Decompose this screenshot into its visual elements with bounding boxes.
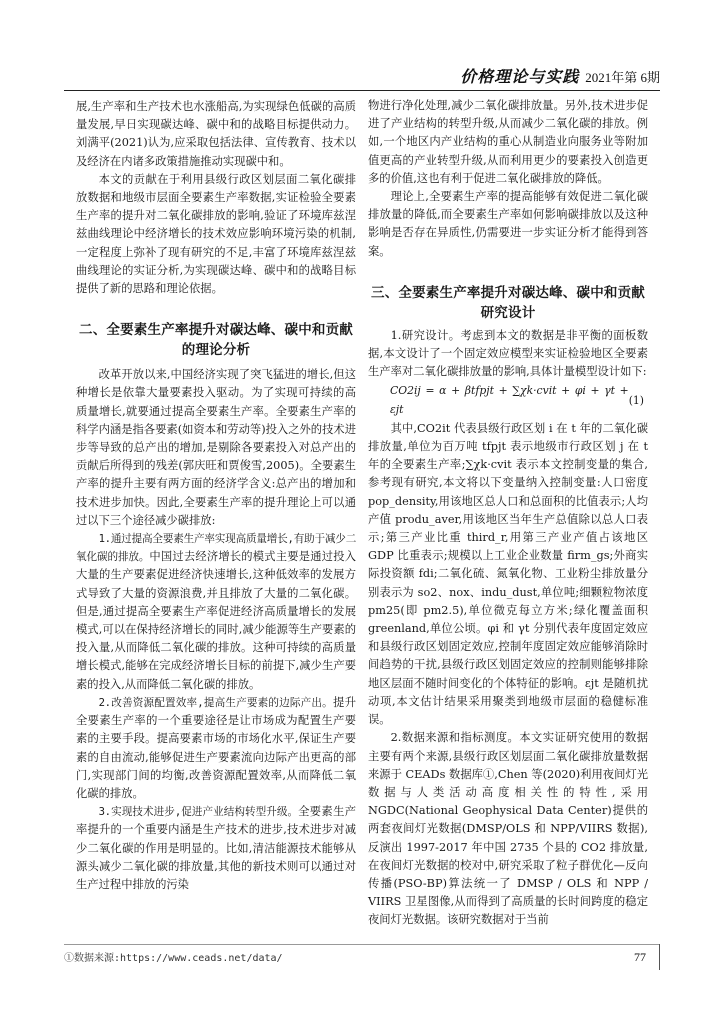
section-heading: 三、全要素生产率提升对碳达峰、碳中和贡献研究设计 — [371, 284, 645, 321]
page-number-divider — [659, 944, 660, 970]
subheading: 2.改善资源配置效率,提高生产要素的边际产出。 — [98, 696, 333, 709]
paragraph: 改革开放以来,中国经济实现了突飞猛进的增长,但这种增长是依靠大量要素投入驱动。为了实现可持续的高质量增长,就要通过提高全要素生产率。全要素生产率的科学内涵是指各要素(如资本和劳动等)投入之外的技术进步等导致的总产出的增加,是剔除各要素投入对总产出的贡献后所得到的残差(郭庆旺和贾俊雪,2005)。全要素生产率的提升主要有两方面的经济学含义:总产出的增加和技术进步加快。因此,全要素生产率的提升理论上可以通过以下三个途径减少碳排放: — [76, 368, 356, 527]
equation-body: CO2ij = α + βtfpjt + ∑χk·cvit + φi + γt + εjt — [390, 384, 629, 416]
section-heading: 二、全要素生产率提升对碳达峰、碳中和贡献的理论分析 — [79, 322, 353, 359]
journal-title: 价格理论与实践 — [460, 67, 580, 86]
issue-label: 2021年第 6期 — [585, 70, 660, 85]
paragraph — [76, 803, 356, 894]
paragraph: 物进行净化处理,减少二氧化碳排放量。另外,技术进步促进了产业结构的转型升级,从而减少二氧化碳的排放。例如,一个地区内产业结构的重心从制造业向服务业等附加值更高的产业转型升级,从而利用更少的要素投入创造更多的价值,这也有利于促进二氧化碳排放的降低。 — [368, 99, 648, 185]
footnote: ①数据来源:https://www.ceads.net/data/ — [64, 953, 283, 964]
paragraph: 展,生产率和生产技术也水涨船高,为实现绿色低碳的高质量发展,早日实现碳达峰、碳中和的战略目标提供动力。刘满平(2021)认为,应采取包括法律、宣传教育、技术以及经济在内诸多政策措施推动实现碳中和。 — [76, 100, 356, 168]
right-column — [368, 97, 648, 930]
paragraph — [76, 530, 356, 694]
header-rule — [64, 90, 660, 91]
paragraph — [76, 694, 356, 803]
subheading: 3.实现技术进步,促进产业结构转型升级。 — [98, 806, 299, 819]
paragraph: 1.研究设计。考虑到本文的数据是非平衡的面板数据,本文设计了一个固定效应模型来实证检验地区全要素生产率对二氧化碳排放量的影响,具体计量模型设计如下: — [368, 328, 648, 379]
paragraph-text: 全要素生产率提升的一个重要内涵是生产技术的进步,技术进步对减少二氧化碳的作用是明显的。比如,清洁能源技术能够从源头减少二氧化碳的排放量,其他的新技术则可以通过对生产过程中排放的污染 — [76, 805, 356, 891]
left-column — [76, 98, 356, 894]
paragraph: 2.数据来源和指标测度。本文实证研究使用的数据主要有两个来源,县级行政区划层面二氧化碳排放量数据来源于 CEADs 数据库①,Chen 等(2020)利用夜间灯光数据与人类活动高度相关性的特性,采用 NGDC(National Geophysical Data Center)提供的两套夜间灯光数据(DMSP/OLS 和 NPP/VIIRS 数据),反演出 1997-2017 年中国 2735 个县的 CO2 排放量,在夜间灯光数据的校对中,研究采取了粒子群优化—反向传播(PSO-BP)算法统一了 DMSP / OLS 和 NPP / VIIRS 卫星图像,从而得到了高质量的长时间跨度的稳定夜间灯光数据。该研究数据对于当前 — [368, 731, 648, 927]
paragraph: 其中,CO2it 代表县级行政区划 i 在 t 年的二氧化碳排放量,单位为百万吨 tfpjt 表示地级市行政区划 j 在 t 年的全要素生产率;∑χk·cvit 表示本文控制变量的集合,参考现有研究,本文将以下变量纳入控制变量:人口密度 pop_density,用该地区总人口和总面积的比值表示;人均产值 produ_aver,用该地区当年生产总值除以总人口表示;第三产业比重 third_r,用第三产业产值占该地区 GDP 比重表示;规模以上工业企业数量 firm_gs;外商实际投资额 fdi;二氧化硫、氮氧化物、工业粉尘排放量分别表示为 so2、nox、indu_dust,单位吨;细颗粒物浓度 pm25(即 pm2.5),单位微克每立方米;绿化覆盖面积 greenland,单位公顷。φi 和 γt 分别代表年度固定效应和县级行政区划固定效应,控制年度固定效应能够消除时间趋势的干扰,县级行政区划固定效应的控制则能够排除地区层面不随时间变化的个体特征的影响。εjt 是随机扰动项,本文估计结果采用聚类到地级市层面的稳健标准误。 — [368, 421, 648, 727]
page-number: 77 — [634, 950, 646, 964]
footer-rule — [64, 944, 660, 945]
paragraph: 理论上,全要素生产率的提高能够有效促进二氧化碳排放量的降低,而全要素生产率如何影响碳排放以及这种影响是否存在异质性,仍需要进一步实证分析才能得到答案。 — [368, 190, 648, 258]
paragraph: 本文的贡献在于利用县级行政区划层面二氧化碳排放数据和地级市层面全要素生产率数据,实证检验全要素生产率的提升对二氧化碳排放的影响,验证了环境库兹涅兹曲线理论中经济增长的技术效应影响环境污染的机制,一定程度上弥补了现有研究的不足,丰富了环境库兹涅兹曲线理论的实证分析,为实现碳达峰、碳中和的战略目标提供了新的思路和理论依据。 — [76, 172, 356, 296]
running-header — [460, 64, 660, 88]
equation-number: (1) — [628, 393, 644, 407]
paragraph-text: 中国过去经济增长的模式主要是通过投入大量的生产要素促进经济快速增长,这种低效率的发展方式导致了大量的资源浪费,并且排放了大量的二氧化碳。但是,通过提高全要素生产率促进经济高质量增长的发展模式,可以在保持经济增长的同时,减少能源等生产要素的投入量,从而降低二氧化碳的排放。这种可持续的高质量增长模式,能够在完成经济增长目标的前提下,减少生产要素的投入,从而降低二氧化碳的排放。 — [76, 550, 356, 691]
subheading: 1.通过提高全要素生产率实现高质量增长,有助于减少二氧化碳的排放。 — [76, 533, 356, 564]
equation — [368, 382, 648, 418]
paragraph-text: 提升全要素生产率的一个重要途径是让市场成为配置生产要素的主要手段。提高要素市场的市场化水平,保证生产要素的自由流动,能够促进生产要素流向边际产出更高的部门,实现部门间的均衡,改善资源配置效率,从而降低二氧化碳的排放。 — [76, 695, 356, 800]
